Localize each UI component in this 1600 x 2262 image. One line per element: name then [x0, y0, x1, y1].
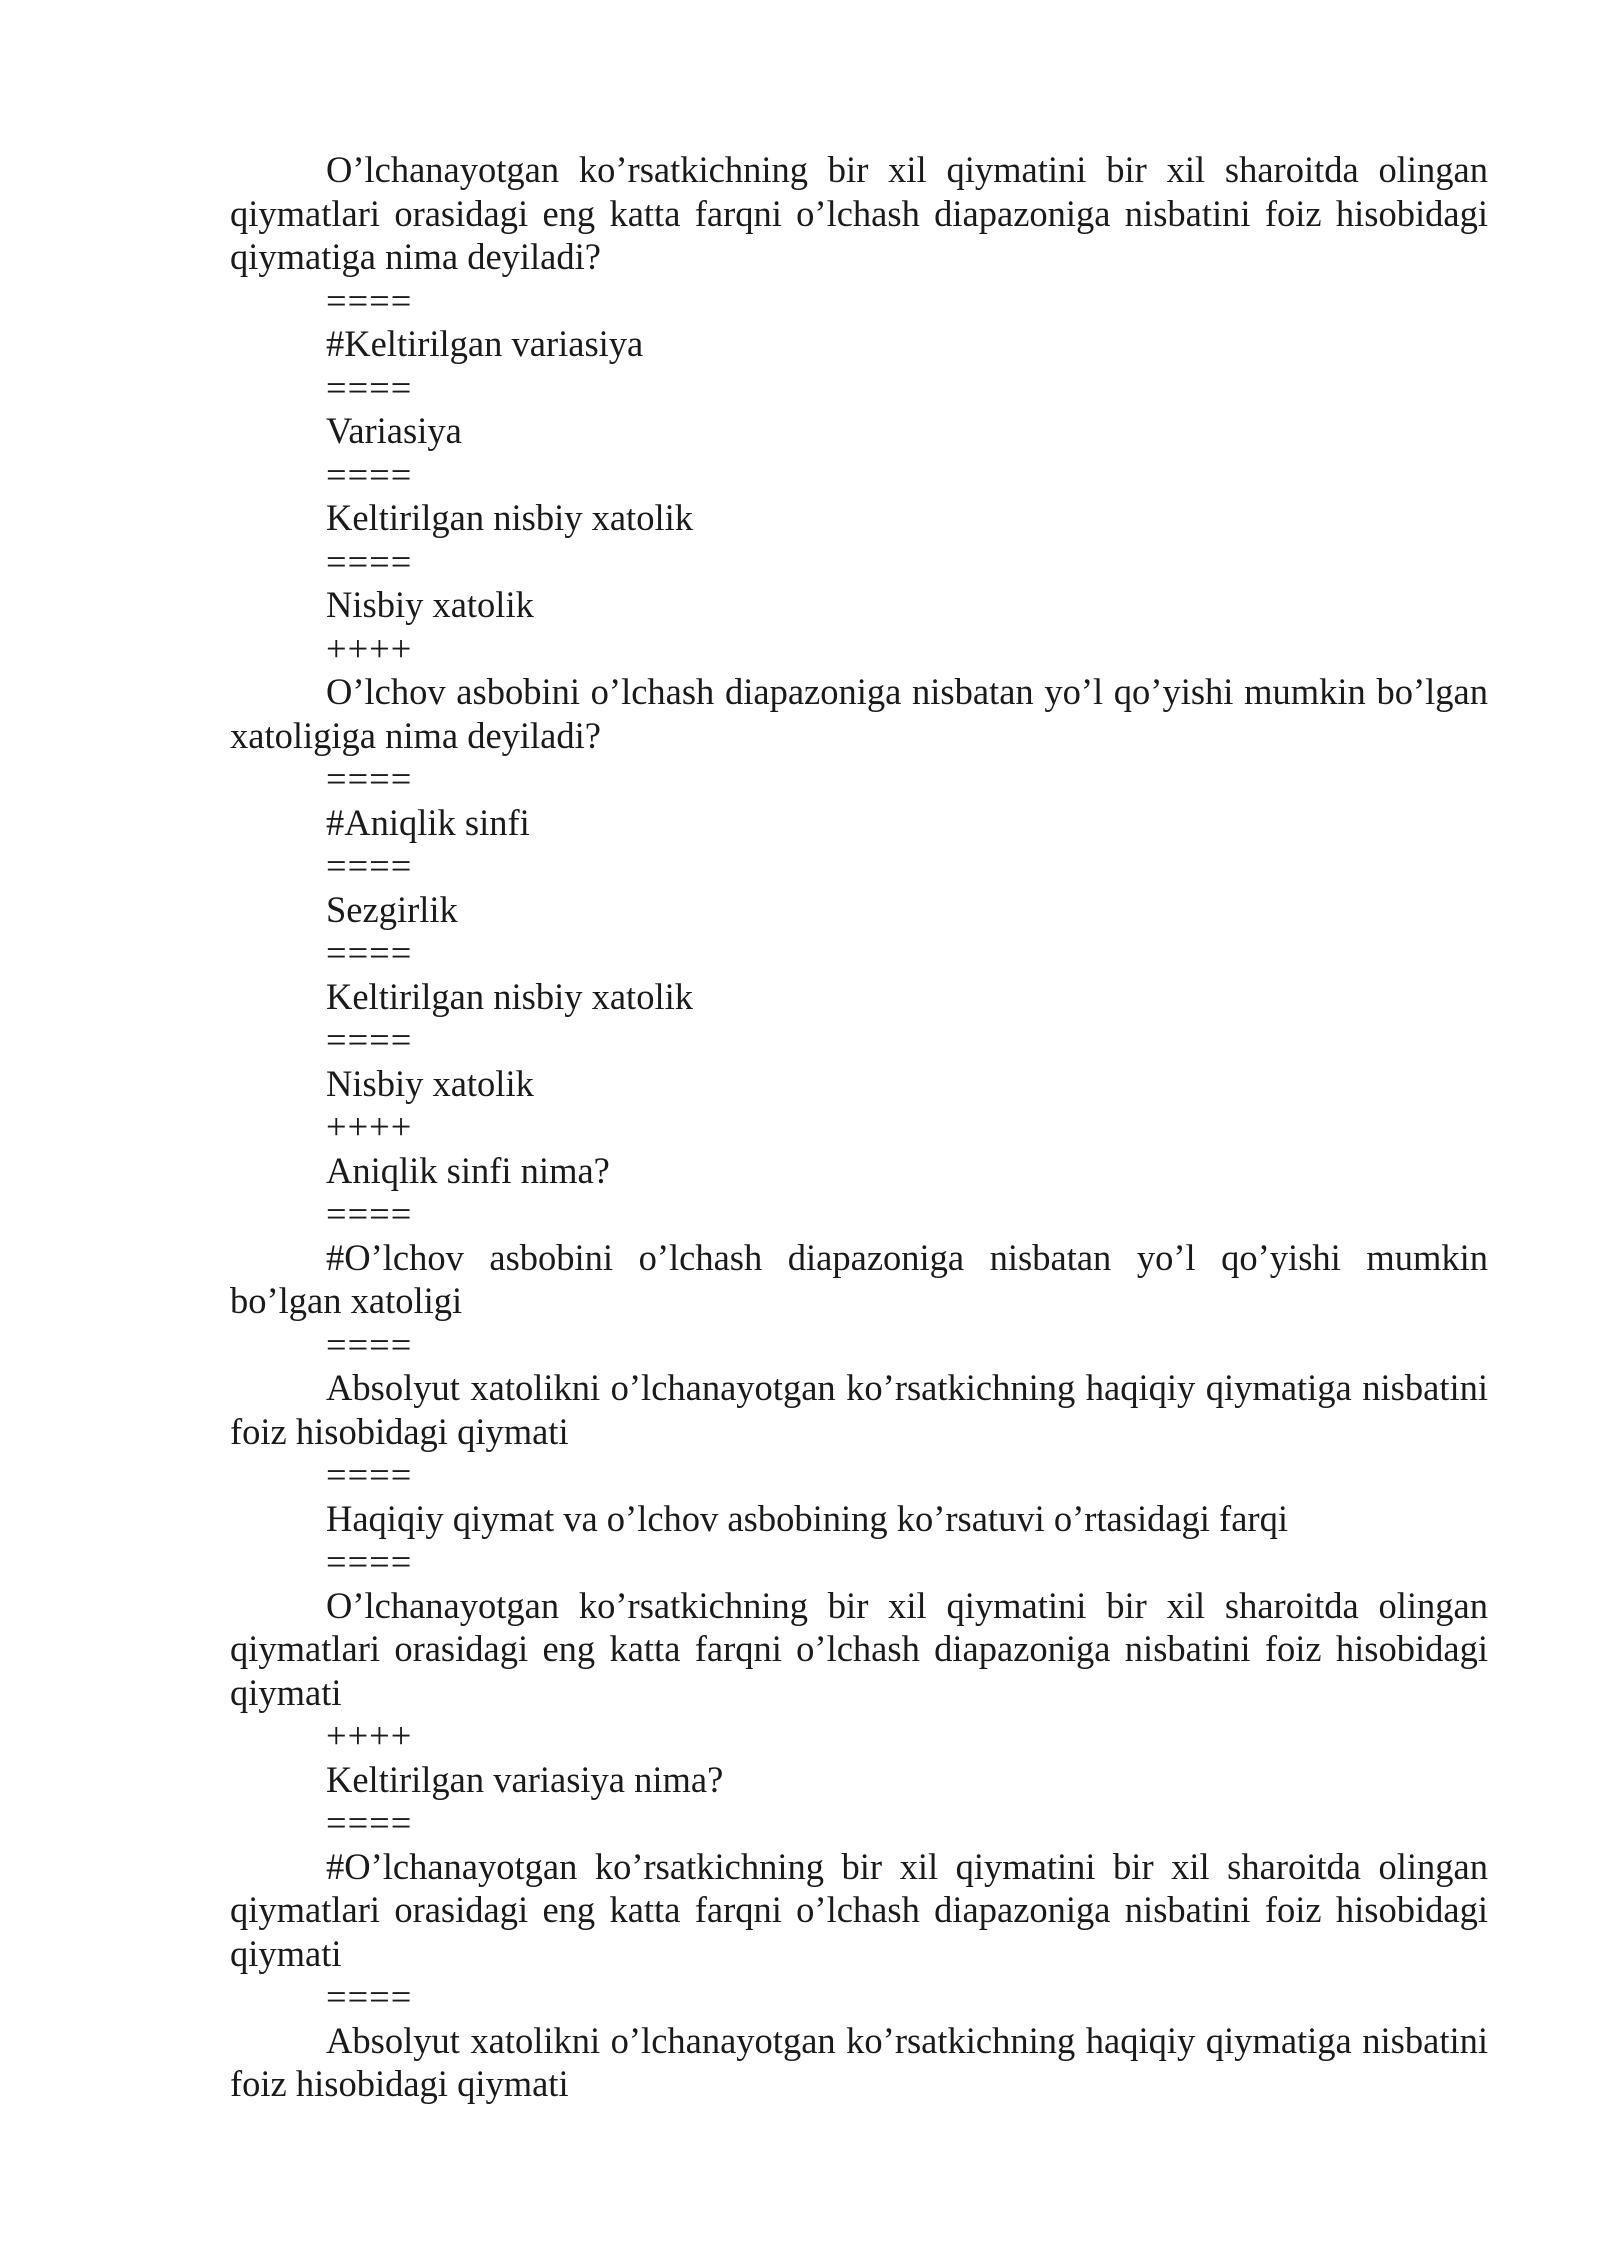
option-separator: ====: [326, 1454, 413, 1495]
question-1-option: Keltirilgan nisbiy xatolik: [326, 497, 693, 538]
question-separator: ++++: [326, 1715, 413, 1756]
option-separator: ====: [326, 453, 413, 495]
option-separator: ====: [326, 540, 413, 582]
option-separator: ====: [326, 845, 413, 886]
question-3-correct-answer: #O’lchov asbobini o’lchash diapazoniga nisbatan yo’l qo’yishi mumkin bo’lgan xatoligi: [230, 1236, 1488, 1321]
question-4-text: Keltirilgan variasiya nima?: [326, 1758, 724, 1800]
question-3-text: Aniqlik sinfi nima?: [326, 1149, 610, 1191]
option-separator: ====: [326, 758, 413, 799]
question-1-text: O’lchanayotgan ko’rsatkichning bir xil qiymatini bir xil sharoitda olingan qiymatlari orasidagi eng katta farqni o’lchash diapazoniga nisbatini foiz hisobidagi qiymatiga nima deyiladi?: [230, 149, 1488, 277]
question-2-option: Sezgirlik: [326, 888, 458, 930]
question-2-correct-answer: #Aniqlik sinfi: [326, 801, 530, 843]
question-4-option: Absolyut xatolikni o’lchanayotgan ko’rsatkichning haqiqiy qiymatiga nisbatini foiz hisobidagi qiymati: [230, 2019, 1488, 2104]
option-separator: ====: [326, 1323, 413, 1365]
question-1-option: Nisbiy xatolik: [326, 584, 534, 625]
question-2-text: O’lchov asbobini o’lchash diapazoniga nisbatan yo’l qo’yishi mumkin bo’lgan xatoligiga nima deyiladi?: [230, 671, 1488, 756]
option-separator: ====: [326, 1976, 413, 2017]
option-separator: ====: [326, 1541, 413, 1582]
question-2-option: Keltirilgan nisbiy xatolik: [326, 975, 693, 1017]
question-1-option: Variasiya: [326, 410, 462, 451]
option-separator: ====: [326, 279, 413, 321]
option-separator: ====: [326, 932, 413, 973]
question-separator: ++++: [326, 1106, 413, 1147]
option-separator: ====: [326, 1193, 413, 1234]
question-separator: ++++: [326, 627, 413, 669]
question-3-option: O’lchanayotgan ko’rsatkichning bir xil qiymatini bir xil sharoitda olingan qiymatlari orasidagi eng katta farqni o’lchash diapazoniga nisbatini foiz hisobidagi qiymati: [230, 1584, 1488, 1713]
question-2-option: Nisbiy xatolik: [326, 1062, 534, 1104]
option-separator: ====: [326, 1019, 413, 1060]
question-3-option: Haqiqiy qiymat va o’lchov asbobining ko’rsatuvi o’rtasidagi farqi: [326, 1497, 1288, 1539]
option-separator: ====: [326, 1802, 413, 1843]
option-separator: ====: [326, 366, 413, 408]
question-1-correct-answer: #Keltirilgan variasiya: [326, 323, 644, 364]
question-3-option: Absolyut xatolikni o’lchanayotgan ko’rsatkichning haqiqiy qiymatiga nisbatini foiz hisobidagi qiymati: [230, 1367, 1488, 1452]
question-4-correct-answer: #O’lchanayotgan ko’rsatkichning bir xil qiymatini bir xil sharoitda olingan qiymatlari orasidagi eng katta farqni o’lchash diapazoniga nisbatini foiz hisobidagi qiymati: [230, 1845, 1488, 1974]
document-page: [230, 148, 1488, 2106]
